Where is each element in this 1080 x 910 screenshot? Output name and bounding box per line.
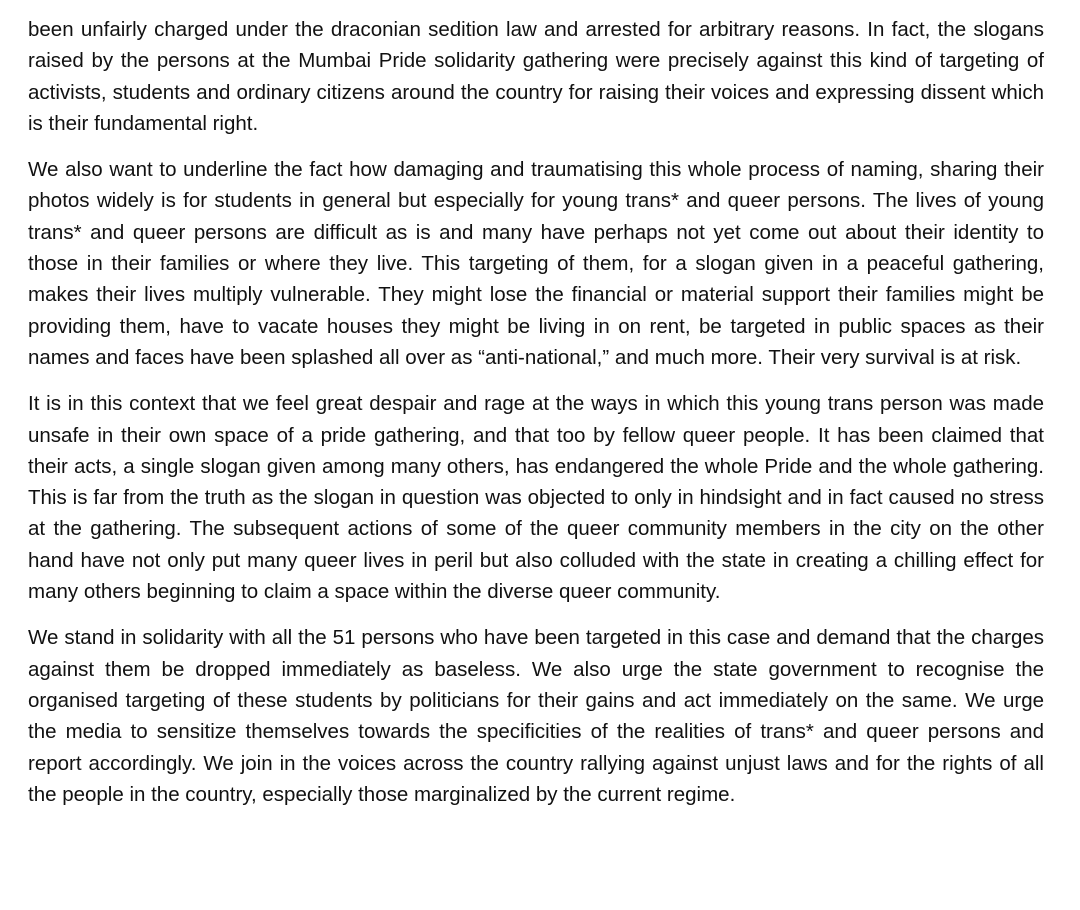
paragraph-impact-on-students: We also want to underline the fact how damaging and traumatising this whole process of naming, sharing their photos widely is for students in general but especially for young trans* and queer persons. The lives of young trans* and queer persons are difficult as is and many have perhaps not yet come out about their identity to those in their families or where they live. This targeting of them, for a slogan given in a peaceful gathering, makes their lives multiply vulnerable. They might lose the financial or material support their families might be providing them, have to vacate houses they might be living in on rent, be targeted in public spaces as their names and faces have been splashed all over as “anti-national,” and much more. Their very survival is at risk. xyxy=(28,158,1044,369)
document-body xyxy=(28,14,1044,810)
paragraph-context-despair: It is in this context that we feel great despair and rage at the ways in which this young trans person was made unsafe in their own space of a pride gathering, and that too by fellow queer people. It has been claimed that their acts, a single slogan given among many others, has endangered the whole Pride and the whole gathering. This is far from the truth as the slogan in question was objected to only in hindsight and in fact caused no stress at the gathering. The subsequent actions of some of the queer community members in the city on the other hand have not only put many queer lives in peril but also colluded with the state in creating a chilling effect for many others beginning to claim a space within the diverse queer community. xyxy=(28,392,1044,604)
paragraph-solidarity-demands: We stand in solidarity with all the 51 persons who have been targeted in this case and demand that the charges against them be dropped immediately as baseless. We also urge the state government to recognise the organised targeting of these students by politicians for their gains and act immediately on the same. We urge the media to sensitize themselves towards the specificities of the realities of trans* and queer persons and report accordingly. We join in the voices across the country rallying against unjust laws and for the rights of all the people in the country, especially those marginalized by the current regime. xyxy=(28,626,1044,806)
paragraph-continued-intro: been unfairly charged under the draconian sedition law and arrested for arbitrary reasons. In fact, the slogans raised by the persons at the Mumbai Pride solidarity gathering were precisely against this kind of targeting of activists, students and ordinary citizens around the country for raising their voices and expressing dissent which is their fundamental right. xyxy=(28,18,1044,135)
